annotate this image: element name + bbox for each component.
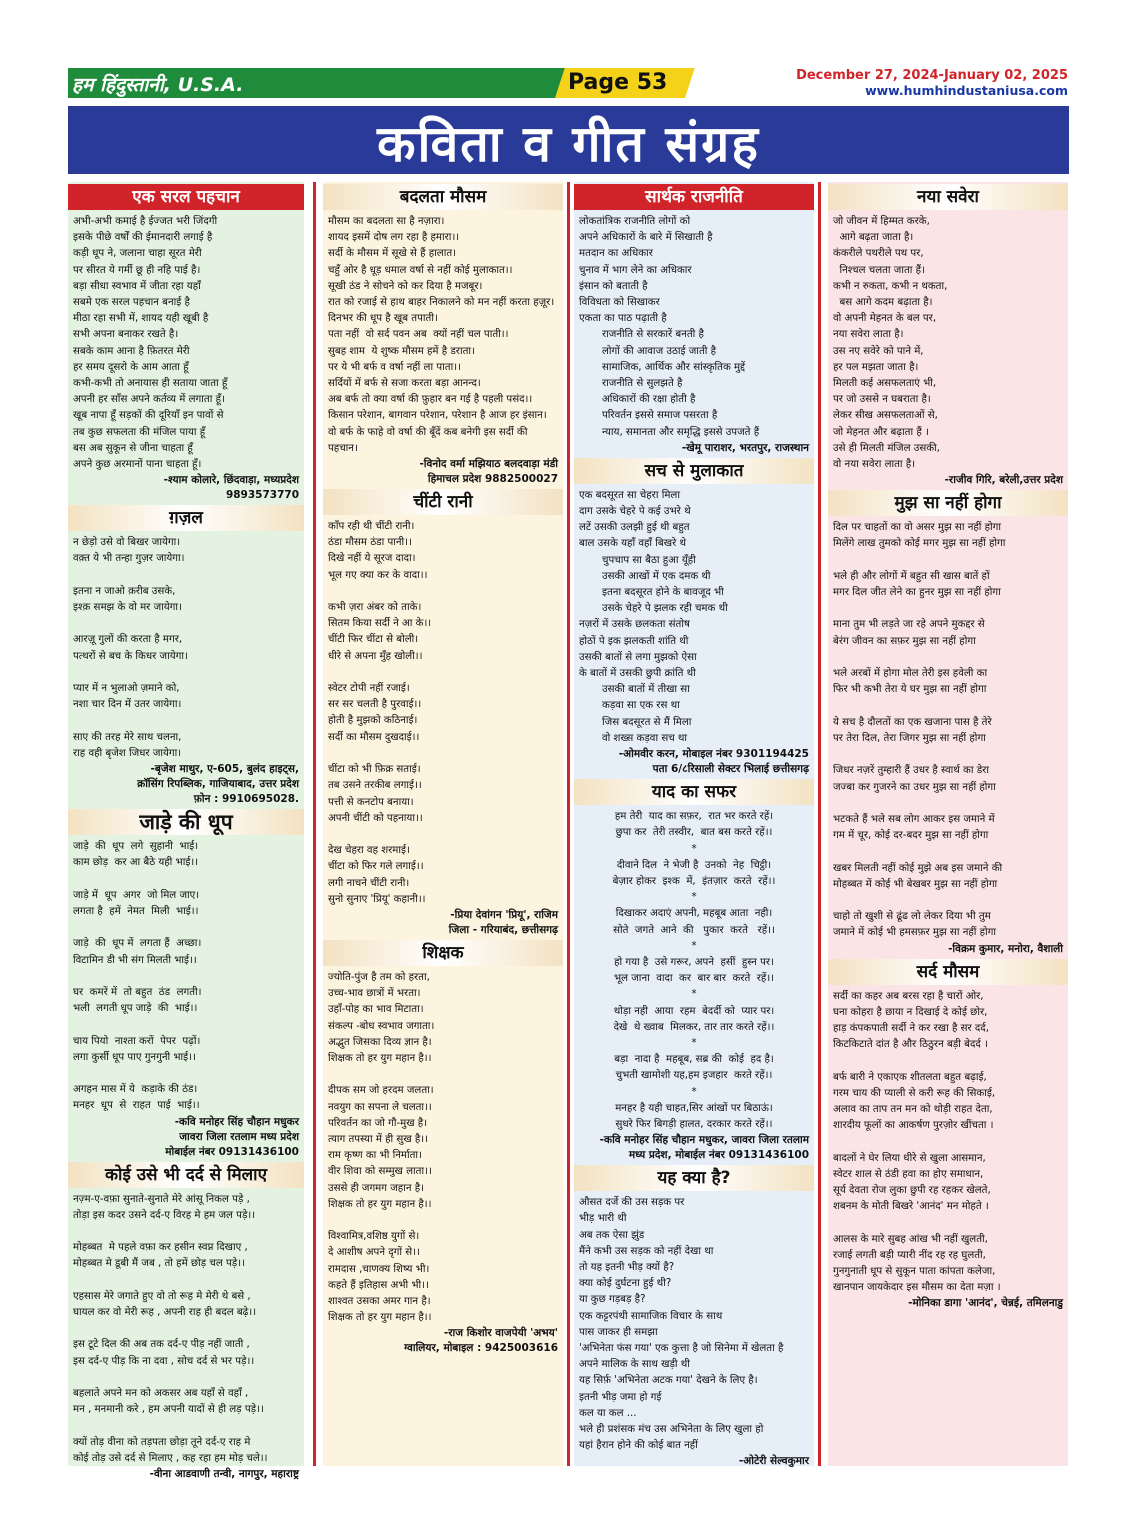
poem-body: हम तेरी याद का सफ़र, रात भर करते रहें। छुपा कर तेरी तस्वीर, बात बस करते रहें।। * दीवाने दिल ने भेजी है उनको नेह चिट्ठी। बेज़ार होकर इश्क में, इंतज़ार करते रहें।। * दिखाकर अदाएं अपनी, महबूब आता नही। सोते जगते आने की पुकार करते रहें।। * हो गया है उसे गरूर, अपने हसीं हुस्न पर। भूल जाना वादा कर बार बार करते रहें।। * थोड़ा नही आया रहम बेदर्दी को प्यार पर। देखे थे ख्वाब मिलकर, तार तार करते रहें।। * बड़ा नादा है महबूब, सब्र की कोई हद है। चुभती खामोशी यह,हम इजहार करते रहें।। * मनहर है यही चाहत,सिर आंखों पर बिठाऊं। सुधरे फिर बिगड़ी हालत, दरकार करते रहें।। — [612, 811, 776, 1130]
poem-author: -राजीव गिरि, बरेली,उत्तर प्रदेश — [944, 474, 1063, 487]
column-divider — [567, 182, 570, 1466]
poem-title: सार्थक राजनीति — [574, 184, 814, 210]
poem-author: -वीना आडवाणी तन्वी, नागपुर, महाराष्ट्र — [149, 1468, 299, 1480]
poem-body: चुपचाप सा बैठा हुआ यूँही उसकी आखों में एक दमक थी इतना बदसूरत होने के बावजूद भी उसके चेहरे पे झलक रही चमक थी — [602, 554, 728, 615]
issue-date: December 27, 2024-January 02, 2025 — [796, 68, 1068, 83]
poem-body: औसत दर्जे की उस सड़क पर भीड़ भारी थी अब तक ऐसा झुंड मैंने कभी उस सड़क को नहीं देखा था तो यह इतनी भीड़ क्यों है? क्या कोई दुर्घटना हुई थी? या कुछ गड़बड़ है? एक कट्टरपंथी सामाजिक विचार के साथ पास जाकर ही समझा 'अभिनेता फंस गया' एक कुत्ता है जो सिनेमा में खेलता है अपने मालिक के साथ खड़ी थी यह सिर्फ़ 'अभिनेता अटक गया' देखने के लिए है। इतनी भीड़ जमा हो गई कल या कल ... भले ही प्रशंसक मंच उस अभिनेता के लिए खुला हो यहां हैरान होने की कोई बात नहीं — [579, 1197, 784, 1452]
poem-title: मुझ सा नहीं होगा — [828, 490, 1068, 516]
poem-author: -ओटेरी सेल्वकुमार — [738, 1455, 809, 1468]
section-banner — [68, 106, 1069, 174]
poem-title: सर्द मौसम — [828, 959, 1068, 985]
column-divider — [818, 182, 821, 1466]
section-title: कविता व गीत संग्रह — [377, 115, 760, 173]
column-2 — [323, 182, 563, 1466]
poem-body: जो जीवन में हिम्मत करके, आगे बढ़ता जाता है। कंकरीले पथरीले पथ पर, निश्चल चलता जाता हैं। कभी न रुकता, कभी न थकता, बस आगे कदम बढ़ाता है। वो अपनी मेहनत के बल पर, नया सवेरा लाता है। उस नए सवेरे को पाने में, हर पल मझता जाता है। मिलती कई असफलताएं भी, पर जो उससे न घबराता है। लेकर सीख असफलताओं से, जो मेहनत और बढ़ाता हैं । उसे ही मिलती मंजिल उसकी, वो नया सवेरा लाता है। — [833, 216, 948, 471]
page-number: Page 53 — [568, 70, 668, 95]
poem-author: -कवि मनोहर सिंह चौहान मधुकर जावरा जिला रतलाम मध्य प्रदेश मोबाईल नंबर 09131436100 — [165, 1115, 299, 1158]
poem-title: कोई उसे भी दर्द से मिलाए — [68, 1162, 304, 1188]
issue-dateline — [796, 68, 1068, 98]
poem-author: -प्रिया देवांगन 'प्रियू', राजिम जिला - गरियाबंद, छत्तीसगढ़ — [448, 908, 558, 936]
poem-body: नज़्म-ए-वफ़ा सुनाते-सुनाते मेरे आंसू निकल पड़े , तोड़ा इस कदर उसने दर्द-ए विरह मे हम जल पड़े।। मोहब्बत मे पहले वफ़ा कर हसीन स्वप्न दिखाए , मोहब्बत मे डूबी मैं जब , तो हमें छोड़ चल पड़े।। एहसास मेरे जगाते हुए वो तो रूह मे मेरी थे बसे , घायल कर वो मेरी रूह , अपनी राह ही बदल बढ़े।। इस टूटे दिल की अब तक दर्द-ए पीड़ नहीं जाती , इस दर्द-ए पीड़ कि ना दवा , सोच दर्द से भर पड़े।। बहलाते अपने मन को अकसर अब यहाँ से वहाँ , मन , मनमानी करे , हम अपनी यादों से ही लड़ पड़े।। क्यों तोड़ वीना को तड़पता छोड़ा तूने दर्द-ए राह मे कोई तोड़ उसे दर्द से मिलाए , कह रहा हम मोड़ चले।। — [73, 1193, 268, 1464]
poem-body: दिल पर चाहतों का वो असर मुझ सा नहीं होगा मिलेंगे लाख तुमको कोई मगर मुझ सा नहीं होगा भले ही और लोगों में बहुत सी खास बातें हों मगर दिल जीत लेने का हुनर मुझ सा नहीं होगा माना तुम भी लड़ते जा रहे अपने मुकद्दर से बेरंग जीवन का सफ़र मुझ सा नहीं होगा भले अरबों में होगा मोल तेरी इस हवेली का फिर भी कभी तेरा ये घर मुझ सा नहीं होगा ये सच है दौलतों का एक खजाना पास है तेरे पर तेरा दिल, तेरा जिगर मुझ सा नहीं होगा जिधर नज़रें तुम्हारी हैं उधर है स्वार्थ का डेरा जज्बा कर गुजरने का उधर मुझ सा नहीं होगा भटकते हैं भले सब लोग आकर इस जमाने में गम में चूर, कोई दर-बदर मुझ सा नहीं होगा खबर मिलती नहीं कोई मुझे अब इस जमाने की मोहब्बत में कोई भी बेखबर मुझ सा नहीं होगा चाहो तो खुशी से ढूंढ लो लेकर दिया भी तुम जमाने में कोई भी हमसफ़र मुझ सा नहीं होगा — [833, 522, 1006, 939]
poem-title: चींटी रानी — [323, 489, 563, 515]
poem-body: न छेड़ो उसे वो बिखर जायेगा। वक़्त ये भी तन्हा गुज़र जायेगा। इतना न जाओ क़रीब उसके, इश्क़ समझ के वो मर जायेगा। आरज़ू गुलों की करता है मगर, पत्थरों से बच के किधर जायेगा। प्यार में न भुलाओ ज़माने को, नशा चार दिन में उतर जायेगा। साए की तरह मेरे साथ चलना, राह वही बृजेश जिधर जायेगा। — [73, 537, 188, 759]
poem-author: -खेमू पाराशर, भरतपुर, राजस्थान — [681, 441, 809, 454]
poem-body: मौसम का बदलता सा है नज़ारा। शायद इसमें दोष लग रहा है हमारा।। सर्दी के मौसम में सूखे से हैं हालात। चहुँ ओर है धूड़ धमाल वर्षा से नहीं कोई मुलाकात।। सूखी ठंड ने सोचने को कर दिया है मजबूर। रात को रजाई से हाथ बाहर निकालने को मन नहीं करता हज़ूर। दिनभर की धूप है खूब तपाती। पता नहीं वो सर्द पवन अब क्यों नहीं चल पाती।। सुबह शाम ये शुष्क मौसम हमें है डराता। पर ये भी बर्फ व वर्षा नहीं ला पाता।। सर्दियों में बर्फ से सजा करता बड़ा आनन्द। अब बर्फ तो क्या वर्षा की फ़ुहार बन गई है पहली पसंद।। किसान परेशान, बागवान परेशान, परेशान है आज हर इंसान। वो बर्फ के फाहे वो वर्षा की बूँदें कब बनेगी इस सर्दी की पहचान। — [328, 216, 555, 454]
column-divider — [313, 182, 316, 1466]
poem-body: नज़रों में उसके छलकता संतोष होठों पे इक झलकती शांति थी उसकी बातों से लगा मुझको ऐसा के बातों में उसकी छुपी क्रांति थी — [579, 619, 697, 680]
poem-body: ज्योति-पुंज है तम को हरता, उच्च-भाव छात्रों में भरता। उहाँ-पोह का भाव मिटाता। संकल्प -बोध स्वभाव जगाता। अद्भुत जिसका दिव्य ज्ञान है। शिक्षक तो हर युग महान है।। दीपक सम जो हरदम जलता। नवयुग का सपना ले चलता।। परिवर्तन का जो गौ-मुख है। त्याग तपस्या में ही सुख है।। राम कृष्ण का भी निर्माता। वीर शिवा को सम्मुख लाता।। उससे ही जगमग जहान है। शिक्षक तो हर युग महान है।। विश्वामित्र,वशिष्ठ युगों से। दे आशीष अपने दृगों से।। रामदास ,चाणक्य शिष्य भी। कहते हैं इतिहास अभी भी।। शाश्वत उसका अमर गान है। शिक्षक तो हर युग महान है।। — [328, 971, 435, 1324]
poem-title: ग़ज़ल — [68, 505, 304, 531]
poem-body: एक बदसूरत सा चेहरा मिला दाग उसके चेहरे पे कई उभरे थे लटें उसकी उलझी हुई थी बहुत बाल उसके यहाँ वहाँ बिखरे थे — [579, 489, 691, 550]
masthead-bar — [68, 68, 685, 98]
poem-author: -विनोद वर्मा मझियाठ बलदवाड़ा मंडी हिमाचल प्रदेश 9882500027 — [419, 458, 558, 486]
poem-author: -श्याम कोलारे, छिंदवाड़ा, मध्यप्रदेश 9893573770 — [163, 474, 299, 502]
poem-title: जाड़े की धूप — [68, 809, 304, 835]
poem-author: -विक्रम कुमार, मनोरा, वैशाली — [948, 942, 1063, 955]
poem-body: अभी-अभी कमाई है ईज्जत भरी जिंदगी इसके पीछे वर्षों की ईमानदारी लगाई है कड़ी धूप ने, जलाना चाहा सूरत मेरी पर सीरत ये गर्मी छू ही नहि पाई है। बड़ा सीधा स्वभाव में जीता रहा यहाँ सबमे एक सरल पहचान बनाई है मीठा रहा सभी में, शायद यही खूबी है सभी अपना बनाकर रखते है। सबके काम आना है फ़ितरत मेरी हर समय दूसरो के आम आता हूँ कभी-कभी तो अनायास ही सताया जाता हूँ अपनी हर साँस अपने कर्तव्य में लगाता हूँ। खूब नापा हूँ सड़कों की दूरियाँ इन पावों से तब कुछ सफलता की मंजिल पाया हूँ बस अब सुकून से जीना चाहता हूँ अपने कुछ अरमानों पाना चाहता हूँ। — [73, 216, 228, 471]
poem-author: -कवि मनोहर सिंह चौहान मधुकर, जावरा जिला रतलाम मध्य प्रदेश, मोबाईल नंबर 09131436100 — [599, 1134, 809, 1162]
poem-author: -राज किशोर वाजपेयी 'अभय' ग्वालियर, मोबाइल : 9425003616 — [404, 1327, 558, 1355]
poem-title: याद का सफर — [574, 779, 814, 805]
poem-title: बदलता मौसम — [323, 184, 563, 210]
poem-body: उसकी बातों में तीखा सा कड़वा सा एक रस था जिस बदसूरत से मैं मिला वो शख्स कड़वा सच था — [602, 684, 692, 744]
poem-author: -मोनिका डागा 'आनंद', चेन्नई, तमिलनाडु — [908, 1297, 1063, 1310]
poem-body: जाड़े की धूप लगे सुहानी भाई। काम छोड़ कर आ बैठे यही भाई।। जाड़े में धूप अगर जो मिल जाए। लगता है हमें नेमत मिली भाई।। जाड़े की धूप में लगता हैं अच्छा। विटामिन डी भी संग मिलती भाई।। घर कमरें में तो बहुत ठंड लगती। भली लगती धूप जाड़े की भाई।। चाय पियो नाश्ता करों पेपर पढ़ों। लगा कुर्सी धूप पाए गुनगुनी भाई।। अगहन मास में ये कड़ाके की ठंड। मनहर धूप से राहत पाई भाई।। — [73, 841, 202, 1112]
poem-author: -ओमवीर करन, मोबाइल नंबर 9301194425 पता 6/८रिसाली सेक्टर भिलाई छत्तीसगढ़ — [618, 748, 809, 776]
column-3 — [574, 182, 814, 1466]
poem-title: नया सवेरा — [828, 184, 1068, 210]
poem-title: एक सरल पहचान — [68, 184, 304, 210]
poem-body: लोकतांत्रिक राजनीति लोगों को अपने अधिकारों के बारे में सिखाती है मतदान का अधिकार चुनाव में भाग लेने का अधिकार इंसान को बताती है विविधता को सिखाकर एकता का पाठ पढ़ाती है — [579, 216, 713, 325]
poem-body: राजनीति से सरकारें बनती है लोगों की आवाज उठाई जाती है सामाजिक, आर्थिक और सांस्कृतिक मुद्दें राजनीति से सुलझते है अधिकारों की रक्षा होती है परिवर्तन इससे समाज पसरता है न्याय, समानता और समृद्धि इससे उपजते हैं — [602, 329, 760, 438]
poem-title: शिक्षक — [323, 940, 563, 966]
column-1 — [68, 182, 304, 1480]
brand-name: हम हिंदुस्तानी, U.S.A. — [72, 74, 244, 96]
column-4 — [828, 182, 1068, 1466]
poem-title: सच से मुलाकात — [574, 458, 814, 484]
poem-body: काँप रही थी चींटी रानी। ठंडा मौसम ठंडा पानी।। दिखे नहीं ये सूरज दादा। भूल गए क्या कर के वादा।। कभी ज़रा अंबर को ताके। सितम किया सर्दी ने आ के।। चींटी फिर चींटा से बोली। धीरे से अपना मुँह खोली।। स्वेटर टोपी नहीं रजाई। सर सर चलती है पुरवाई।। होती है मुझको कठिनाई। सर्दी का मौसम दुखदाई।। चींटा को भी फ़िक्र सताई। तब उसने तरकीब लगाई।। पत्ती से कनटोप बनाया। अपनी चींटी को पहनाया।। देख चेहरा वह शरमाई। चींटा को फिर गले लगाई।। लगी नाचने चींटी रानी। सुनो सुनाए 'प्रियू' कहानी।। — [328, 521, 432, 905]
poem-body: सर्दी का कहर अब बरस रहा है चारों ओर, घना कोहरा है छाया न दिखाई दे कोई छोर, हाड़ कंपकपाती सर्दी ने कर रखा है सर दर्द, किटकिटाते दांत है और ठिठुरन बड़ी बेदर्द । बर्फ बारी ने एकाएक शीतलता बहुत बढ़ाई, गरम चाय की प्याली से करी रूह की सिकाई, अलाव का ताप तन मन को थोड़ी राहत देता, शारदीय फूलों का आकर्षण पुरज़ोर खींचता । बादलों ने घेर लिया धीरे से खुला आसमान, स्वेटर शाल से ठंडी हवा का होए समाधान, सूर्य देवता रोज लुका छुपी रह रहकर खेलते, शबनम के मोती बिखरे 'आनंद' मन मोहते । आलस के मारे सुबह आंख भी नहीं खुलती, रजाई लगती बड़ी प्यारी नींद रह रह घुलती, गुनगुनाती धूप से सुकून पाता कांपता कलेजा, खानपान जायकेदार इस मौसम का देता मज़ा । — [833, 990, 1001, 1294]
website-link[interactable]: www.humhindustaniusa.com — [865, 83, 1068, 98]
poem-title: यह क्या है? — [574, 1165, 814, 1191]
poem-author: -बृजेश माथुर, ए-605, बुलंद हाइट्स, क्रॉसिंग रिपब्लिक, गाजियाबाद, उत्तर प्रदेश फ़ोन : 9910695028. — [137, 763, 299, 806]
